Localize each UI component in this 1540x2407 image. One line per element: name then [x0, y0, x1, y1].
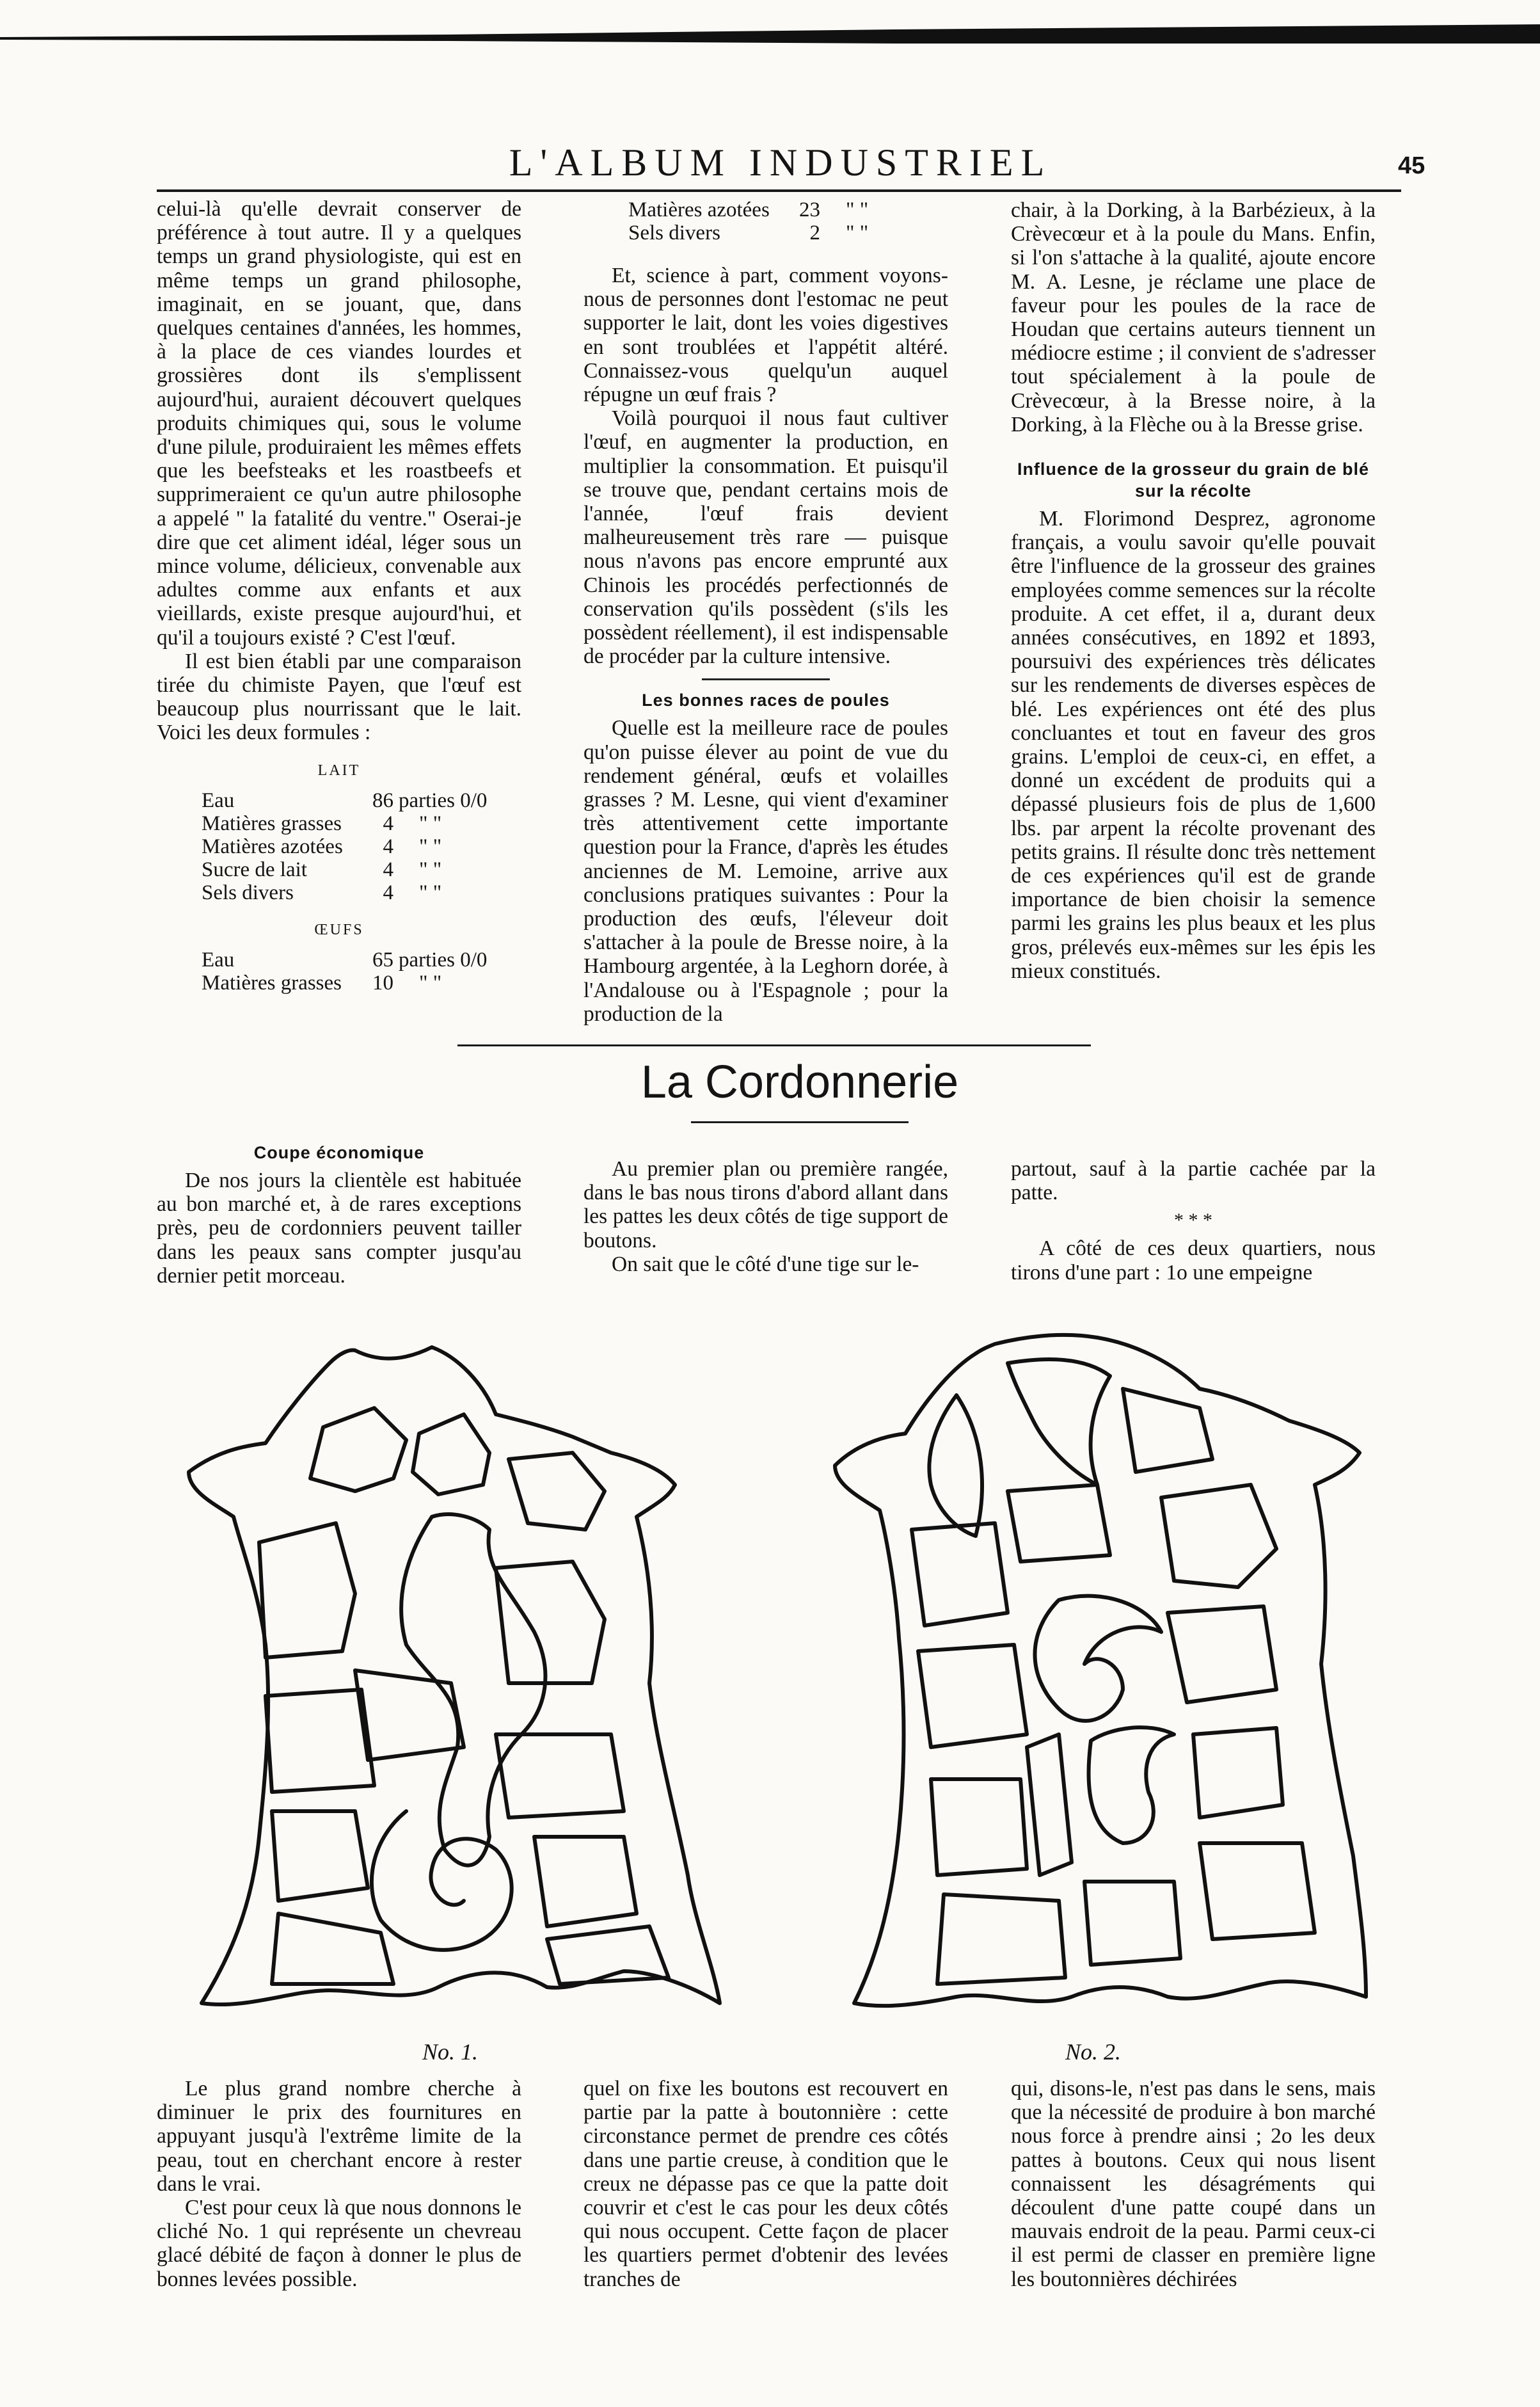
piece [1161, 1485, 1276, 1587]
paragraph: On sait que le côté d'une tige sur le- [612, 1252, 919, 1276]
piece [413, 1414, 489, 1494]
piece [937, 1894, 1065, 1984]
piece [272, 1914, 393, 1984]
paragraph: Voilà pourquoi il nous faut cultiver l'œuf, en augmenter la production, en multiplier la consommation. Et puisqu'il se trouve que, pendant certains mois de l'année, l'œuf frais devient malheureusement très rare — puisque nous n'avons pas encore emprunté aux Chinois les procédés perfectionnés de conservation qu'ils possèdent (s'ils les possèdent réellement), il est indispensable de procéder par la culture intensive. [583, 406, 948, 669]
table-cell: Eau [202, 788, 235, 812]
paragraph: De nos jours la clientèle est habituée au bon marché et, à de rares exceptions près, peu de cordonniers peuvent tailler dans les peaux sans compter jusqu'au dernier petit morceau. [157, 1169, 521, 1288]
table-cell: " " [419, 835, 442, 858]
table-cell: 4 [383, 881, 393, 904]
table-cell: " " [419, 972, 442, 995]
figure-2-caption: No. 2. [1065, 2039, 1122, 2065]
paragraph: Et, science à part, comment voyons-nous de personnes dont l'estomac ne peut supporter le lait, dont les voies digestives en sont troublées et l'appétit altéré. Connaissez-vous quelqu'un auquel répugne un œuf frais ? [583, 264, 948, 407]
table-cell: " " [419, 881, 442, 904]
piece [1008, 1359, 1110, 1485]
figure-2-leather-cutting-layout [816, 1318, 1379, 2022]
piece [1123, 1389, 1212, 1472]
table-cell: " " [419, 812, 442, 835]
article-title: La Cordonnerie [640, 1057, 959, 1108]
piece [1200, 1843, 1315, 1939]
table-cell: Sucre de lait [202, 858, 307, 881]
paragraph: C'est pour ceux là que nous donnons le cliché No. 1 qui représente un chevreau glacé débité de façon à donner le plus de bonnes levées possible. [157, 2196, 521, 2291]
piece [912, 1523, 1008, 1626]
section-heading-grain: Influence de la grosseur du grain de blé sur la récolte [1017, 460, 1370, 501]
piece [259, 1523, 355, 1658]
article-column-1 [157, 1139, 521, 1288]
table-row [202, 972, 487, 995]
piece [355, 1670, 464, 1760]
piece [266, 1690, 374, 1792]
lait-heading: LAIT [317, 762, 361, 779]
paragraph: Au premier plan ou première rangée, dans le bas nous tirons d'abord allant dans les pattes les deux côtés de tige support de boutons. [583, 1157, 948, 1252]
paragraph: M. Florimond Desprez, agronome français, a voulu savoir qu'elle pouvait être l'influence de la grosseur des graines employées comme semences sur la récolte produite. A cet effet, il a, durant deux années consécutives, en 1892 et 1893, poursuivi des expériences très délicates sur les rendements de diverses espèces de blé. Les expériences ont été des plus concluantes et tout en faveur des gros grains. L'emploi de ceux-ci, en effet, a donné un excédent de produits qui a dépassé plusieurs fois de plus de 1,600 lbs. par arpent la récolte provenant des petits grains. Il résulte donc très nettement de ces expériences qu'il est de grande importance de bien choisir la semence parmi les grains les plus beaux et les plus gros, prélevés eux-mêmes sur les épis les mieux constitués. [1011, 507, 1376, 983]
oeufs-heading: ŒUFS [314, 921, 364, 938]
paragraph: Quelle est la meilleure race de poules qu'on puisse élever au point de vue du rendement général, œufs et volailles grasses ? M. Lesne, qui vient d'examiner très attentivement cette importante question pour la France, d'après les études anciennes de M. Lemoine, arrive aux conclusions pratiques suivantes : Pour la production des œufs, l'éleveur doit s'attacher à la poule de Bresse noire, à la Hambourg argentée, à la Leghorn dorée, à l'Andalouse ou à l'Espagnole ; pour la production de la [583, 716, 948, 1026]
table-row [628, 221, 868, 244]
piece [929, 1395, 982, 1536]
paragraph: chair, à la Dorking, à la Barbézieux, à la Crèvecœur et à la poule du Mans. Enfin, si l'on s'attache à la qualité, ajoute encore M. A. Lesne, je réclame une place de faveur pour les poules de la race de Houdan que certains auteurs tiennent un médiocre estime ; il convient de s'adresser tout spécialement à la poule de Crèvecœur, à la Bresse noire, à la Dorking, à la Flèche ou à la Bresse grise. [1011, 198, 1376, 436]
table-cell: 2 [809, 221, 820, 244]
table-cell: Matières grasses [202, 972, 342, 995]
paragraph: Il est bien établi par une comparaison tirée du chimiste Payen, que l'œuf est beaucoup plus nourrissant que le lait. Voici les deux formules : [157, 649, 521, 745]
oeufs-formula-table [202, 948, 487, 995]
piece [509, 1453, 605, 1530]
article-column-3 [1011, 1157, 1376, 1284]
table-cell: 4 [383, 858, 393, 881]
section-heading-coupe: Coupe économique [253, 1143, 425, 1162]
table-row [202, 858, 487, 881]
paragraph: celui-là qu'elle devrait conserver de préférence à tout autre. Il y a quelques temps un grand physiologiste, qui est en même temps un grand philosophe, imaginait, en se jouant, que, dans quelques centaines d'années, les hommes, à la place de ces viandes lourdes et grossières dont ils s'emplissent aujourd'hui, auraient découvert quelques produits chimiques qui, sous le volume d'une pilule, produiraient les mêmes effets que les beefsteaks et les roastbeefs et supprimeraient ce qu'un autre philosophe a appelé " la fatalité du ventre." Oserai-je dire que cet aliment idéal, léger sous un mince volume, délicieux, convenable aux adultes comme aux enfants et aux vieillards, existe presque aujourd'hui, et qu'il a toujours existé ? C'est l'œuf. [157, 197, 521, 650]
table-cell: 23 [799, 198, 820, 221]
bottom-column-1 [157, 2077, 521, 2291]
piece [931, 1779, 1027, 1875]
table-cell: parties 0/0 [399, 788, 488, 812]
table-row [202, 812, 487, 835]
table-row [202, 881, 487, 904]
piece [1027, 1734, 1072, 1875]
top-column-2 [583, 198, 948, 1026]
piece [1089, 1727, 1174, 1843]
paragraph: quel on fixe les boutons est recouvert en partie par la patte à boutonnière : cette circonstance permet de prendre ces côtés dans une partie creuse, à condition que le creux ne dépasse pas ce que la patte doit couvrir et c'est le cas pour les deux côtés qui nous occupent. Cette façon de placer les quartiers permet d'obtenir des levées tranches de [583, 2077, 948, 2291]
table-cell: Matières grasses [202, 812, 342, 835]
table-cell: 65 [372, 948, 393, 972]
piece [310, 1408, 406, 1491]
piece [534, 1837, 637, 1926]
table-cell: 4 [383, 835, 393, 858]
top-column-3 [1011, 198, 1376, 983]
table-row [202, 789, 487, 812]
table-row [202, 948, 487, 972]
asterism: * * * [1174, 1210, 1212, 1231]
paragraph: qui, disons-le, n'est pas dans le sens, mais que la nécessité de produire à bon marché nous force à prendre ainsi ; 2o les deux pattes à boutons. Ceux qui nous lisent connaissent les désagréments qui découlent d'une patte coupé dans un mauvais endroit de la peau. Parmi ceux-ci il est permi de classer en première ligne les boutonnières déchirées [1011, 2077, 1376, 2291]
piece [1084, 1882, 1180, 1965]
page-number: 45 [1398, 152, 1425, 179]
bottom-column-2 [583, 2077, 948, 2291]
lait-formula-table [202, 789, 487, 904]
table-cell: Sels divers [628, 221, 720, 244]
hide-outline [835, 1335, 1366, 2006]
paragraph: Le plus grand nombre cherche à diminuer le prix des fournitures en appuyant jusqu'à l'extrême limite de la peau, tout en cherchant encore à rester dans le vrai. [157, 2077, 521, 2196]
masthead: L'ALBUM INDUSTRIEL [509, 141, 1052, 184]
piece [918, 1645, 1027, 1747]
top-decorative-bar [0, 18, 1540, 46]
figure-1-leather-cutting-layout [163, 1325, 739, 2022]
table-cell: Matières azotées [202, 835, 343, 858]
table-cell: parties 0/0 [399, 948, 488, 972]
table-cell: " " [846, 221, 869, 244]
piece [1008, 1485, 1110, 1562]
table-cell: Matières azotées [628, 198, 770, 221]
section-heading-poules: Les bonnes races de poules [642, 691, 890, 710]
piece [272, 1811, 368, 1901]
table-cell: 4 [383, 812, 393, 835]
piece [1035, 1596, 1162, 1721]
title-bottom-rule [691, 1121, 909, 1123]
piece [1168, 1606, 1276, 1702]
figure-1-caption: No. 1. [422, 2039, 479, 2065]
paragraph: A côté de ces deux quartiers, nous tirons d'une part : 1o une empeigne [1011, 1236, 1376, 1284]
masthead-rule [157, 189, 1401, 192]
piece [496, 1562, 605, 1683]
table-row [628, 198, 868, 221]
bottom-column-3 [1011, 2077, 1376, 2291]
table-cell: " " [419, 858, 442, 881]
oeufs-formula-continued [628, 198, 868, 244]
table-cell: Sels divers [202, 881, 294, 904]
piece [496, 1734, 624, 1818]
piece [1193, 1728, 1283, 1818]
paragraph: partout, sauf à la partie cachée par la patte. [1011, 1157, 1376, 1205]
section-divider [702, 678, 830, 680]
table-cell: 86 [372, 788, 393, 812]
table-row [202, 835, 487, 858]
table-cell: Eau [202, 948, 235, 972]
top-column-1 [157, 197, 521, 995]
table-cell: 10 [372, 972, 393, 995]
title-top-rule [457, 1044, 1091, 1046]
table-cell: " " [846, 198, 869, 221]
article-column-2 [583, 1157, 948, 1276]
